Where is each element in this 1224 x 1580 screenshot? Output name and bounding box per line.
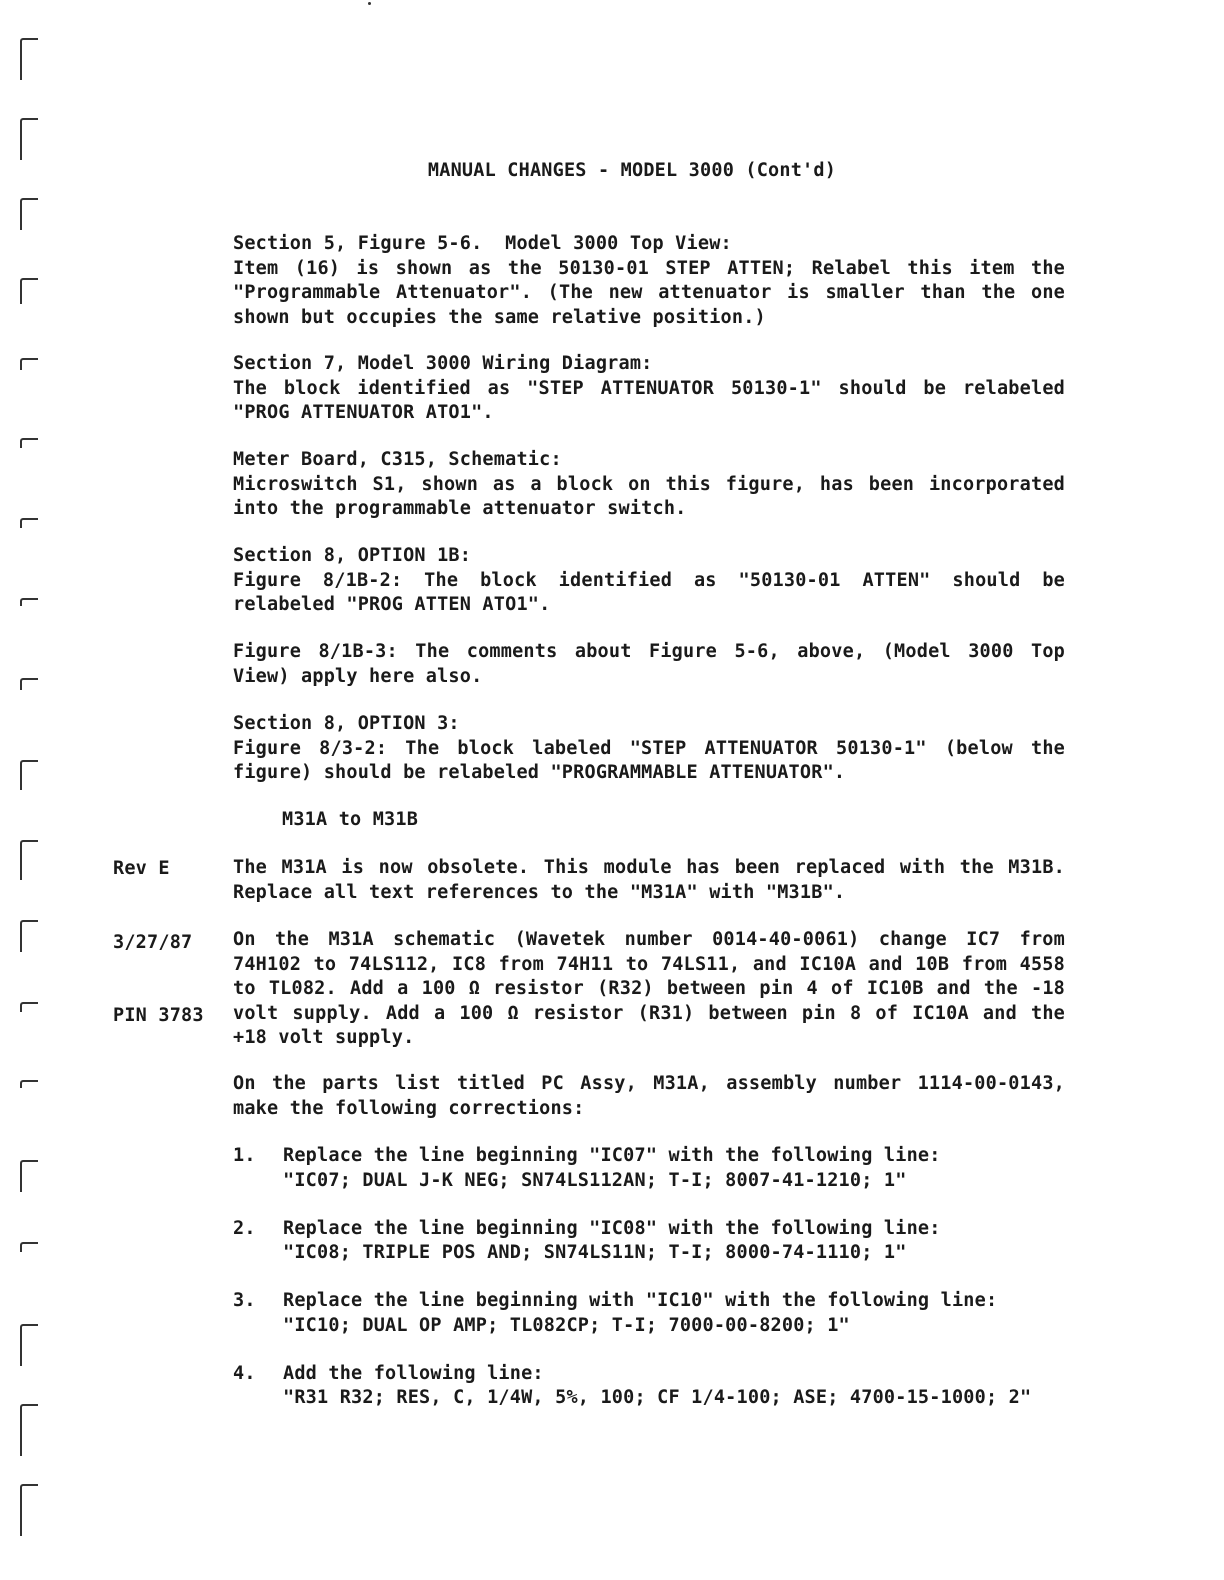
page-title: MANUAL CHANGES - MODEL 3000 (Cont'd) (427, 160, 837, 181)
revision-notes (113, 808, 204, 1053)
corrections-list (233, 1144, 1065, 1434)
section-block (233, 448, 1065, 522)
section-body: Item (16) is shown as the 50130-01 STEP ATTEN; Relabel this item the "Programmable Attenuator". (The new attenuator is smaller than the one shown but occupies the same relative position.) (233, 257, 1065, 328)
list-item-number: 3. (233, 1290, 256, 1311)
list-item-number: 4. (233, 1362, 256, 1384)
section-heading: Section 7, Model 3000 Wiring Diagram: (233, 353, 653, 374)
binding-mark (20, 1160, 38, 1192)
section-block (233, 712, 1065, 786)
binding-mark (20, 278, 38, 304)
list-item-number: 1. (233, 1145, 256, 1166)
list-item-number: 2. (233, 1217, 256, 1239)
section-heading: Section 8, OPTION 3: (233, 713, 460, 734)
binding-mark (20, 678, 38, 690)
list-item-replacement: "IC07; DUAL J-K NEG; SN74LS112AN; T-I; 8007-41-1210; 1" (283, 1169, 907, 1191)
binding-mark (20, 1242, 38, 1252)
paragraph-text: On the M31A schematic (Wavetek number 0014-40-0061) change IC7 from 74H102 to 74LS112, IC8 from 74H11 to 74LS11, and IC10A and 10B from 4558 to TL082. Add a 100 Ω resistor (R32) between pin 4 of IC10B and the -18 volt supply. Add a 100 Ω resistor (R31) between pin 8 of IC10A and the +18 volt supply. (233, 929, 1065, 1048)
binding-mark (20, 840, 38, 880)
list-item (233, 1362, 1065, 1411)
section-block (233, 232, 1065, 330)
paragraph-text: The M31A is now obsolete. This module has been replaced with the M31B. Replace all text references to the "M31A" with "M31B". (233, 857, 1065, 903)
list-item-replacement: "R31 R32; RES, C, 1/4W, 5%, 100; CF 1/4-100; ASE; 4700-15-1000; 2" (283, 1387, 1032, 1408)
paragraph (233, 856, 1065, 905)
list-item-instruction: Add the following line: (283, 1362, 544, 1384)
scan-speck (368, 2, 371, 5)
section-block (233, 544, 1065, 618)
binding-mark (20, 38, 38, 80)
list-item-instruction: Replace the line beginning with "IC10" with the following line: (283, 1290, 998, 1311)
list-item (233, 1144, 1065, 1193)
section-body: Figure 8/3-2: The block labeled "STEP ATTENUATOR 50130-1" (below the figure) should be relabeled "PROGRAMMABLE ATTENUATOR". (233, 737, 1065, 783)
binding-mark (20, 198, 38, 230)
revision-heading: M31A to M31B (282, 809, 419, 830)
paragraph (233, 928, 1065, 1051)
section-block (233, 352, 1065, 426)
list-item-instruction: Replace the line beginning "IC07" with the following line: (283, 1145, 941, 1166)
list-item (233, 1289, 1065, 1338)
binding-mark (20, 1404, 38, 1456)
binding-mark (20, 598, 38, 606)
binding-mark (20, 1080, 38, 1088)
section-body: The block identified as "STEP ATTENUATOR 50130-1" should be relabeled "PROG ATTENUATOR ATO1". (233, 377, 1065, 423)
section-block (233, 640, 1065, 689)
list-item-instruction: Replace the line beginning "IC08" with the following line: (283, 1217, 941, 1239)
binding-mark (20, 760, 38, 790)
binding-mark (20, 920, 38, 952)
paragraph (233, 1072, 1065, 1121)
section-heading: Section 5, Figure 5-6. Model 3000 Top View: (233, 233, 732, 254)
binding-mark (20, 358, 38, 370)
list-item (233, 1217, 1065, 1266)
binding-mark (20, 518, 38, 528)
list-item-replacement: "IC10; DUAL OP AMP; TL082CP; T-I; 7000-00-8200; 1" (283, 1314, 850, 1336)
section-body: Microswitch S1, shown as a block on this figure, has been incorporated into the programmable attenuator switch. (233, 473, 1065, 519)
binding-mark (20, 1324, 38, 1366)
paragraph-text: On the parts list titled PC Assy, M31A, assembly number 1114-00-0143, make the following corrections: (233, 1073, 1065, 1119)
binding-mark (20, 1484, 38, 1536)
binding-mark (20, 118, 38, 160)
section-heading: Meter Board, C315, Schematic: (233, 449, 562, 470)
section-body: Figure 8/1B-2: The block identified as "50130-01 ATTEN" should be relabeled "PROG ATTEN ATO1". (233, 569, 1065, 615)
revision-label: Rev E (113, 858, 170, 879)
revision-pin: PIN 3783 (113, 1005, 204, 1026)
binding-mark (20, 438, 38, 448)
section-body: Figure 8/1B-3: The comments about Figure 5-6, above, (Model 3000 Top View) apply here also. (233, 641, 1065, 687)
section-heading: Section 8, OPTION 1B: (233, 545, 472, 566)
revision-date: 3/27/87 (113, 931, 193, 953)
list-item-replacement: "IC08; TRIPLE POS AND; SN74LS11N; T-I; 8000-74-1110; 1" (283, 1242, 907, 1263)
binding-mark (20, 1002, 38, 1012)
